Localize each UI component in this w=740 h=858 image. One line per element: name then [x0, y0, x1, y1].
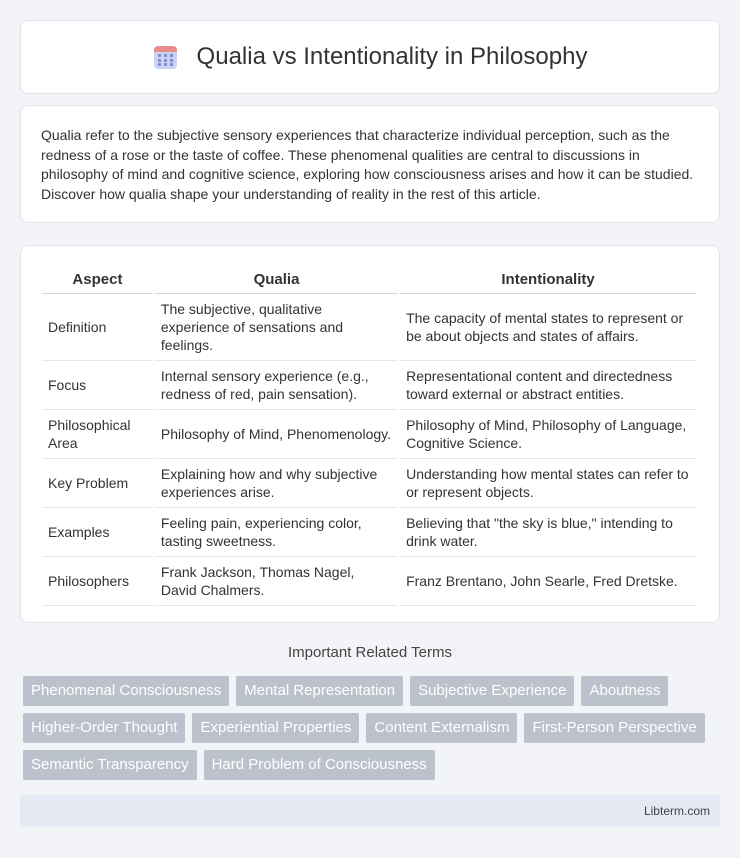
row-aspect: Key Problem [42, 459, 153, 508]
related-terms-list [23, 676, 723, 780]
row-aspect: Focus [42, 361, 153, 410]
row-aspect: Definition [42, 294, 153, 361]
row-aspect: Philosophers [42, 557, 153, 606]
related-term-tag[interactable]: Content Externalism [366, 713, 517, 743]
related-term-tag[interactable]: Semantic Transparency [23, 750, 197, 780]
row-intentionality: Believing that "the sky is blue," intending to drink water. [400, 508, 696, 557]
row-aspect: Examples [42, 508, 153, 557]
table-row [42, 361, 696, 410]
table-row [42, 410, 696, 459]
row-qualia: The subjective, qualitative experience of sensations and feelings. [155, 294, 398, 361]
row-intentionality: Franz Brentano, John Searle, Fred Dretske. [400, 557, 696, 606]
related-term-tag[interactable]: Higher-Order Thought [23, 713, 185, 743]
comparison-table [40, 266, 698, 606]
table-row [42, 294, 696, 361]
related-terms-title: Important Related Terms [288, 644, 452, 661]
related-term-tag[interactable]: First-Person Perspective [524, 713, 704, 743]
header-aspect: Aspect [42, 266, 153, 294]
row-qualia: Philosophy of Mind, Phenomenology. [155, 410, 398, 459]
row-intentionality: The capacity of mental states to represent or be about objects and states of affairs. [400, 294, 696, 361]
calendar-grid-icon [153, 44, 179, 70]
table-row [42, 557, 696, 606]
related-term-tag[interactable]: Hard Problem of Consciousness [204, 750, 435, 780]
header-intentionality: Intentionality [400, 266, 696, 294]
page-title: Qualia vs Intentionality in Philosophy [196, 43, 588, 70]
header-qualia: Qualia [155, 266, 398, 294]
row-qualia: Frank Jackson, Thomas Nagel, David Chalmers. [155, 557, 398, 606]
row-intentionality: Understanding how mental states can refer to or represent objects. [400, 459, 696, 508]
related-term-tag[interactable]: Phenomenal Consciousness [23, 676, 229, 706]
header-card [20, 20, 720, 94]
table-row [42, 508, 696, 557]
row-qualia: Feeling pain, experiencing color, tasting sweetness. [155, 508, 398, 557]
title-wrap [153, 43, 588, 71]
related-term-tag[interactable]: Mental Representation [236, 676, 403, 706]
footer [20, 795, 720, 827]
row-intentionality: Philosophy of Mind, Philosophy of Language, Cognitive Science. [400, 410, 696, 459]
intro-card [20, 105, 720, 223]
related-term-tag[interactable]: Subjective Experience [410, 676, 574, 706]
table-header-row [42, 266, 696, 294]
row-aspect: Philosophical Area [42, 410, 153, 459]
intro-text: Qualia refer to the subjective sensory experiences that characterize individual perception, such as the redness of a rose or the taste of coffee. These phenomenal qualities are central to discussions in philosophy of mind and cognitive science, exploring how consciousness arises and how it can be studied. Discover how qualia shape your understanding of reality in the rest of this article. [41, 127, 694, 202]
table-row [42, 459, 696, 508]
row-qualia: Internal sensory experience (e.g., redness of red, pain sensation). [155, 361, 398, 410]
row-intentionality: Representational content and directedness toward external or abstract entities. [400, 361, 696, 410]
row-qualia: Explaining how and why subjective experiences arise. [155, 459, 398, 508]
related-term-tag[interactable]: Experiential Properties [192, 713, 359, 743]
comparison-table-card [20, 245, 720, 623]
footer-site-link[interactable]: Libterm.com [643, 804, 710, 818]
related-term-tag[interactable]: Aboutness [581, 676, 668, 706]
